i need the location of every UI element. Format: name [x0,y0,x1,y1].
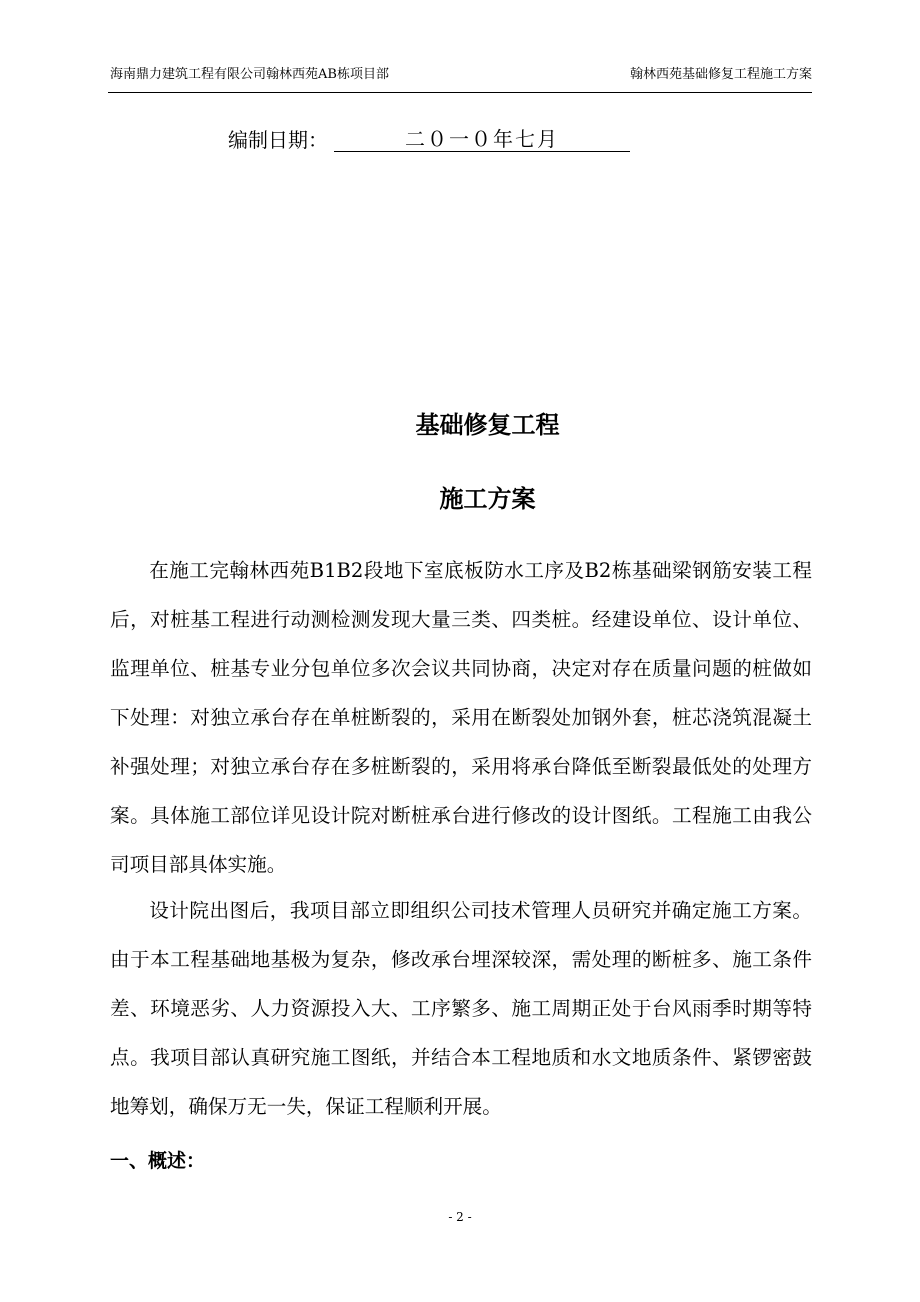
document-title-line-1: 基础修复工程 [415,411,560,439]
header-company: 海南鼎力建筑工程有限公司翰林西苑AB栋项目部 [110,67,389,82]
page-header [110,64,812,86]
header-divider [108,92,812,93]
header-document-title: 翰林西苑基础修复工程施工方案 [629,67,812,82]
page-number: - 2 - [448,1210,472,1224]
compile-date [228,124,630,156]
document-title-line-2: 施工方案 [439,485,536,513]
paragraph-intro: 在施工完翰林西苑B1B2段地下室底板防水工序及B2栋基础梁钢筋安装工程后，对桩基工程进行动测检测发现大量三类、四类桩。经建设单位、设计单位、监理单位、桩基专业分包单位多次会议共同协商，决定对存在质量问题的桩做如下处理：对独立承台存在单桩断裂的，采用在断裂处加钢外套，桩芯浇筑混凝土补强处理；对独立承台存在多桩断裂的，采用将承台降低至断裂最低处的处理方案。具体施工部位详见设计院对断桩承台进行修改的设计图纸。工程施工由我公司项目部具体实施。 [110,559,812,876]
compile-date-label: 编制日期： [228,128,328,152]
section-heading-overview: 一、概述： [110,1150,206,1172]
paragraph-plan: 设计院出图后，我项目部立即组织公司技术管理人员研究并确定施工方案。由于本工程基础地基极为复杂，修改承台埋深较深，需处理的断桩多、施工条件差、环境恶劣、人力资源投入大、工序繁多、施工周期正处于台风雨季时期等特点。我项目部认真研究施工图纸，并结合本工程地质和水文地质条件、紧锣密鼓地筹划，确保万无一失，保证工程顺利开展。 [110,899,812,1118]
compile-date-value: 二０一０年七月 [334,124,630,152]
